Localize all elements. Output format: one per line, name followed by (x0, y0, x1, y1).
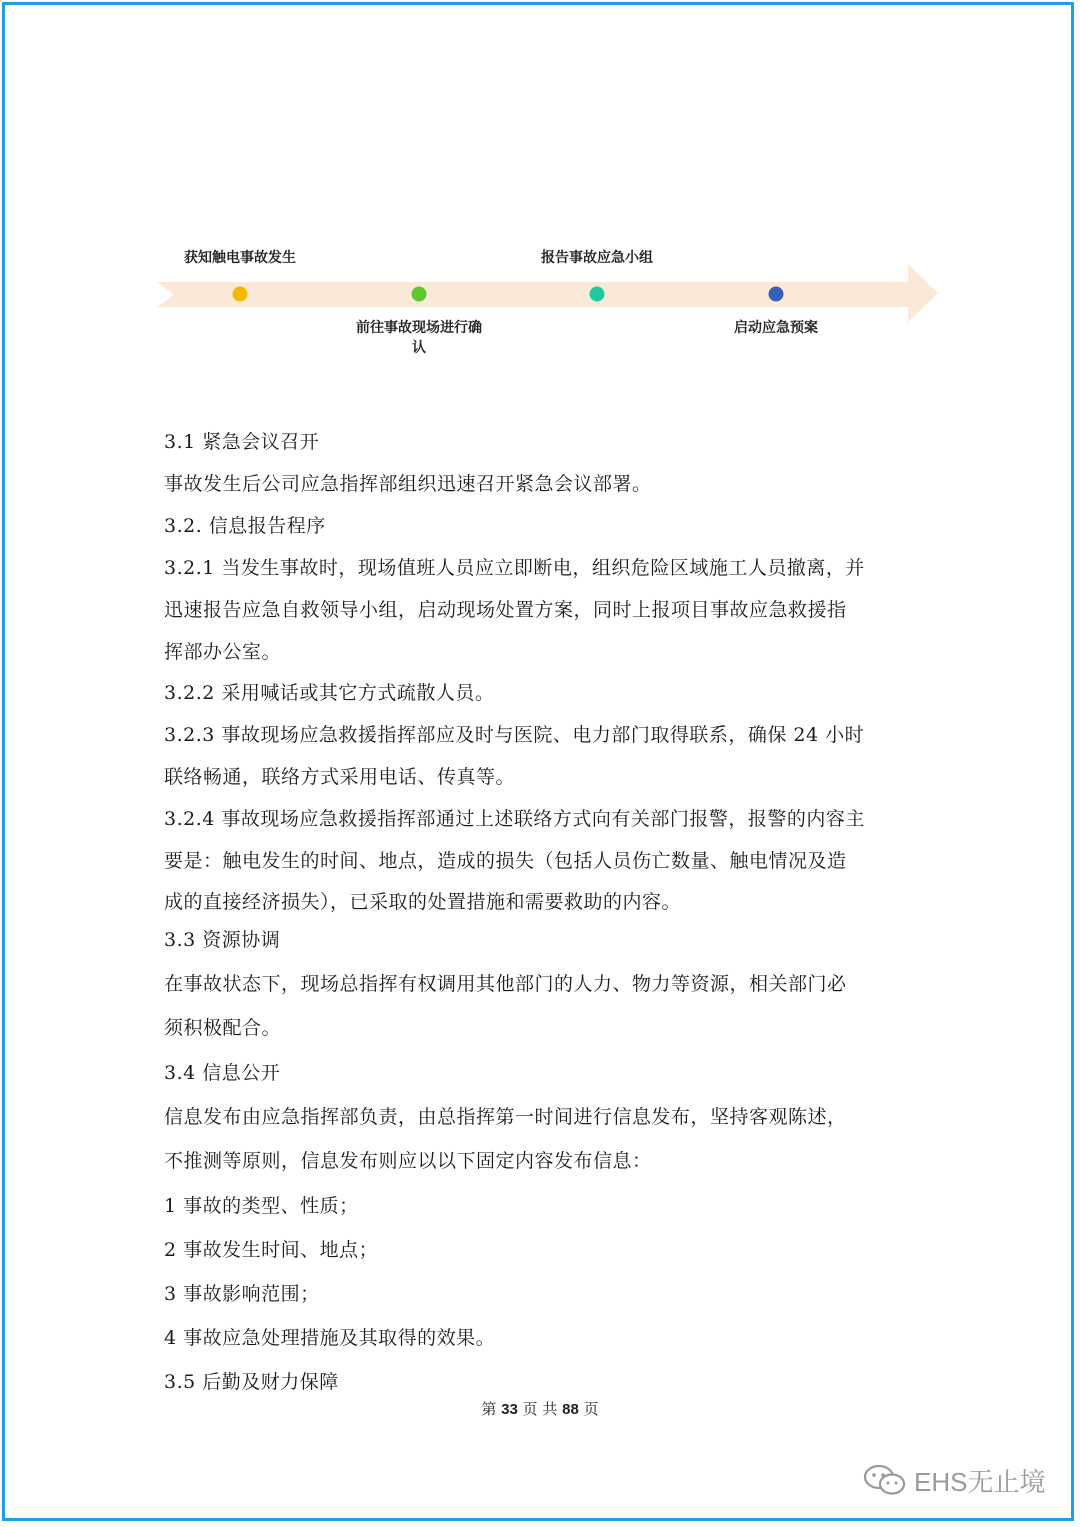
paragraph-line: 信息发布由应急指挥部负责，由总指挥第一时间进行信息发布，坚持客观陈述， (164, 1106, 847, 1128)
footer-mid: 页 共 (522, 1400, 558, 1418)
paragraph-line: 3.2.2 采用喊话或其它方式疏散人员。 (164, 682, 495, 704)
step-label-4: 启动应急预案 (734, 320, 818, 336)
list-item: 2 事故发生时间、地点； (164, 1239, 379, 1261)
paragraph-line: 须积极配合。 (164, 1017, 282, 1039)
paragraph-line: 不推测等原则，信息发布则应以以下固定内容发布信息： (164, 1150, 652, 1172)
heading-3-5: 3.5 后勤及财力保障 (164, 1371, 339, 1393)
paragraph-line: 联络畅通，联络方式采用电话、传真等。 (164, 766, 516, 788)
footer-prefix: 第 (481, 1400, 497, 1418)
list-item: 4 事故应急处理措施及其取得的效果。 (164, 1327, 496, 1349)
step-label-2 (339, 318, 499, 358)
list-item: 3 事故影响范围； (164, 1283, 320, 1305)
step-label-2-line2: 认 (412, 340, 426, 356)
paragraph-line: 在事故状态下，现场总指挥有权调用其他部门的人力、物力等资源，相关部门必 (164, 973, 847, 995)
step-label-2-line1: 前往事故现场进行确 (356, 320, 482, 336)
heading-3-3: 3.3 资源协调 (164, 929, 281, 951)
footer-page-number: 33 (501, 1401, 518, 1418)
paragraph-line: 迅速报告应急自救领导小组，启动现场处置方案，同时上报项目事故应急救援指 (164, 599, 847, 621)
heading-3-4: 3.4 信息公开 (164, 1062, 281, 1084)
step-dot-4 (769, 287, 784, 302)
paragraph-line: 3.2.4 事故现场应急救援指挥部通过上述联络方式向有关部门报警，报警的内容主 (164, 808, 865, 830)
watermark (862, 1462, 1045, 1498)
paragraph-line: 3.2.1 当发生事故时，现场值班人员应立即断电，组织危险区域施工人员撤离，并 (164, 557, 865, 579)
step-dot-2 (412, 287, 427, 302)
list-item: 1 事故的类型、性质； (164, 1195, 359, 1217)
watermark-text: EHS无止境 (914, 1466, 1046, 1497)
step-dot-1 (233, 287, 248, 302)
footer-suffix: 页 (583, 1400, 599, 1418)
paragraph-line: 挥部办公室。 (164, 641, 282, 663)
step-label-1: 获知触电事故发生 (184, 250, 296, 266)
step-label-3: 报告事故应急小组 (541, 250, 653, 266)
wechat-icon (862, 1464, 908, 1496)
page-footer (0, 1398, 1080, 1419)
paragraph-line: 3.2.3 事故现场应急救援指挥部应及时与医院、电力部门取得联系，确保 24 小时 (164, 724, 865, 746)
paragraph-line: 事故发生后公司应急指挥部组织迅速召开紧急会议部署。 (164, 473, 652, 495)
footer-total-pages: 88 (562, 1401, 579, 1418)
paragraph-line: 要是：触电发生的时间、地点，造成的损失（包括人员伤亡数量、触电情况及造 (164, 850, 847, 872)
paragraph-line: 成的直接经济损失），已采取的处置措施和需要救助的内容。 (164, 891, 682, 913)
heading-3-1: 3.1 紧急会议召开 (164, 431, 320, 453)
heading-3-2: 3.2. 信息报告程序 (164, 515, 326, 537)
timeline-arrow (0, 0, 1080, 400)
process-timeline (0, 0, 1080, 400)
step-dot-3 (590, 287, 605, 302)
